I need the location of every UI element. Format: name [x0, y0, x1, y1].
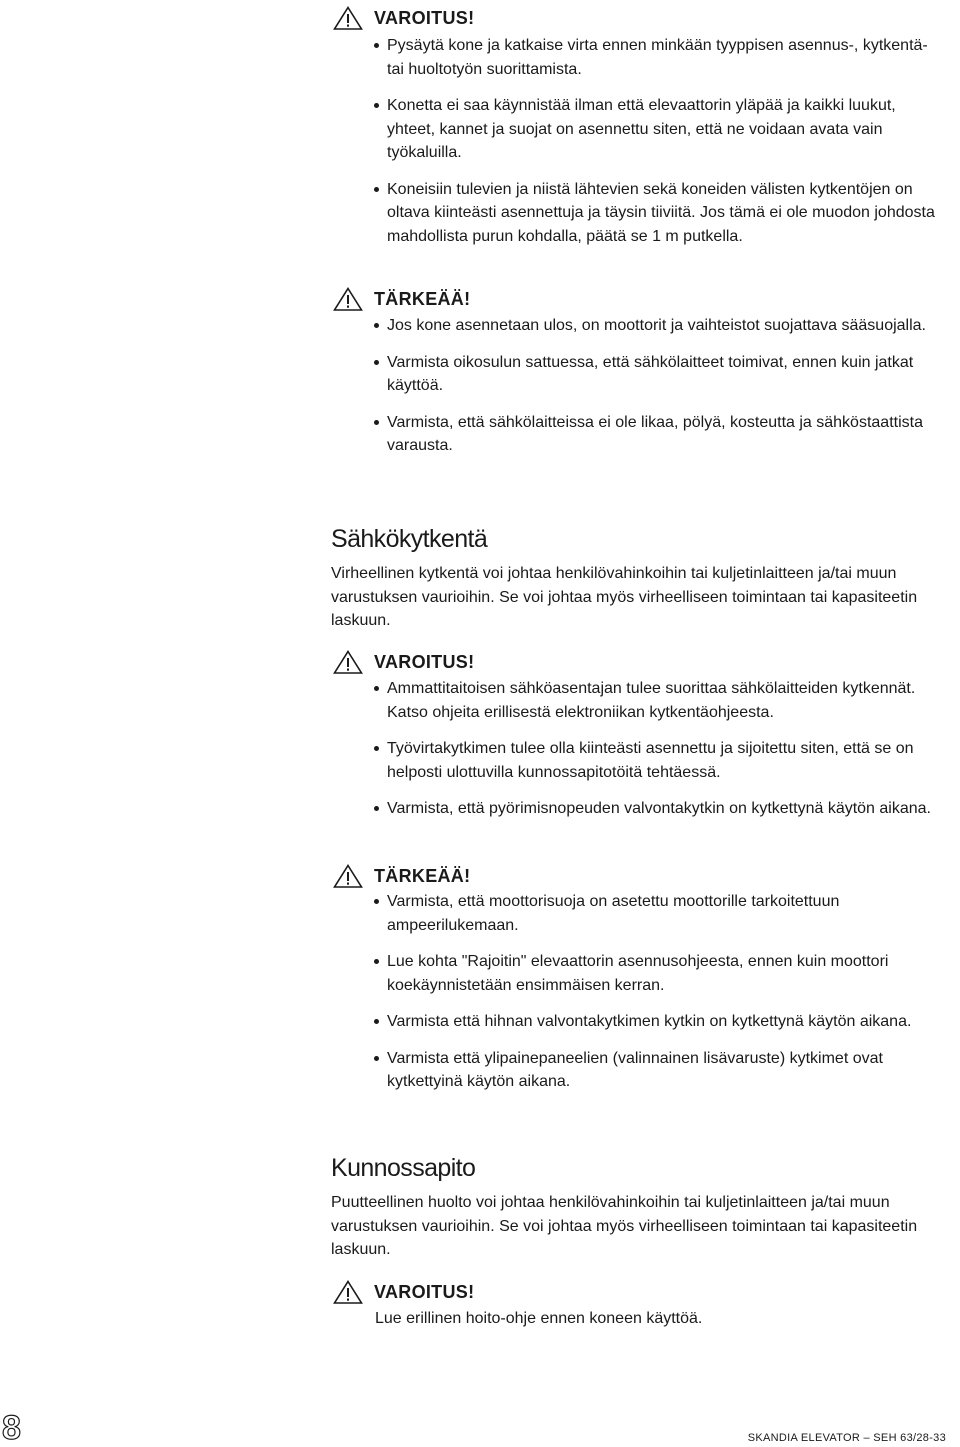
page-number: 8 — [2, 1409, 21, 1447]
important-title: TÄRKEÄÄ! — [374, 289, 471, 309]
warning-title: VAROITUS! — [374, 8, 475, 28]
important-block-2 — [331, 864, 951, 1094]
section-electrical — [331, 523, 951, 633]
warning-heading — [331, 650, 951, 674]
warning-text: Lue erillinen hoito-ohje ennen koneen käyttöä. — [375, 1310, 703, 1327]
warning-title: VAROITUS! — [374, 1282, 475, 1302]
list-item: Jos kone asennetaan ulos, on moottorit ja vaihteistot suojattava sääsuojalla. — [387, 314, 951, 338]
section-heading: Sähkökytkentä — [331, 525, 488, 553]
list-item: Pysäytä kone ja katkaise virta ennen minkään tyyppisen asennus-, kytkentä- tai huoltotyön suorittamista. — [387, 34, 951, 81]
warning-title: VAROITUS! — [374, 652, 475, 672]
list-item: Varmista että hihnan valvontakytkimen kytkin on kytkettynä käytön aikana. — [387, 1010, 951, 1034]
list-item: Ammattitaitoisen sähköasentajan tulee suorittaa sähkölaitteiden kytkennät. Katso ohjeita erillisestä elektroniikan kytkentäohjeesta. — [387, 677, 951, 724]
important-list — [331, 314, 951, 458]
section-body: Virheellinen kytkentä voi johtaa henkilövahinkoihin tai kuljetinlaitteen ja/tai muun varustuksen vaurioihin. Se voi johtaa myös virheelliseen toimintaan tai kapasiteetin laskuun. — [331, 565, 918, 629]
warning-triangle-icon — [333, 287, 363, 311]
warning-heading — [331, 1280, 951, 1304]
list-item: Varmista, että pyörimisnopeuden valvontakytkin on kytkettynä käytön aikana. — [387, 797, 951, 821]
warning-heading — [331, 6, 951, 30]
section-heading: Kunnossapito — [331, 1154, 476, 1182]
list-item: Lue kohta "Rajoitin" elevaattorin asennusohjeesta, ennen kuin moottori koekäynnistetään ensimmäisen kerran. — [387, 950, 951, 997]
warning-triangle-icon — [333, 864, 363, 888]
warning-list — [331, 677, 951, 821]
list-item: Varmista, että moottorisuoja on asetettu moottorille tarkoitettuun ampeerilukemaan. — [387, 890, 951, 937]
list-item: Koneisiin tulevien ja niistä lähtevien sekä koneiden välisten kytkentöjen on oltava kiinteästi asennettuja ja täysin tiiviitä. Jos tämä ei ole muodon johdosta mahdollista purun kohdalla, päätä se 1 m putkella. — [387, 178, 951, 249]
warning-list — [331, 34, 951, 248]
list-item: Työvirtakytkimen tulee olla kiinteästi asennettu ja sijoitettu siten, että se on helposti ulottuvilla kunnossapitotöitä tehtäessä. — [387, 737, 951, 784]
section-maintenance — [331, 1152, 951, 1262]
important-list — [331, 890, 951, 1094]
list-item: Varmista, että sähkölaitteissa ei ole likaa, pölyä, kosteutta ja sähköstaattista varausta. — [387, 411, 951, 458]
warning-triangle-icon — [333, 6, 363, 30]
important-block-1 — [331, 287, 951, 458]
list-item: Varmista että ylipainepaneelien (valinnainen lisävaruste) kytkimet ovat kytkettyinä käytön aikana. — [387, 1047, 951, 1094]
warning-triangle-icon — [333, 1280, 363, 1304]
section-body: Puutteellinen huolto voi johtaa henkilövahinkoihin tai kuljetinlaitteen ja/tai muun varustuksen vaurioihin. Se voi johtaa myös virheelliseen toimintaan tai kapasiteetin laskuun. — [331, 1194, 918, 1258]
list-item: Konetta ei saa käynnistää ilman että elevaattorin yläpää ja kaikki luukut, yhteet, kannet ja suojat on asennettu siten, että ne voidaan avata vain työkaluilla. — [387, 94, 951, 165]
warning-block-2 — [331, 650, 951, 821]
list-item: Varmista oikosulun sattuessa, että sähkölaitteet toimivat, ennen kuin jatkat käyttöä. — [387, 351, 951, 398]
document-reference: SKANDIA ELEVATOR – SEH 63/28-33 — [747, 1432, 946, 1444]
warning-block-1 — [331, 6, 951, 248]
important-heading — [331, 287, 951, 311]
important-title: TÄRKEÄÄ! — [374, 866, 471, 886]
warning-block-3 — [331, 1280, 951, 1331]
important-heading — [331, 864, 951, 888]
warning-triangle-icon — [333, 650, 363, 674]
